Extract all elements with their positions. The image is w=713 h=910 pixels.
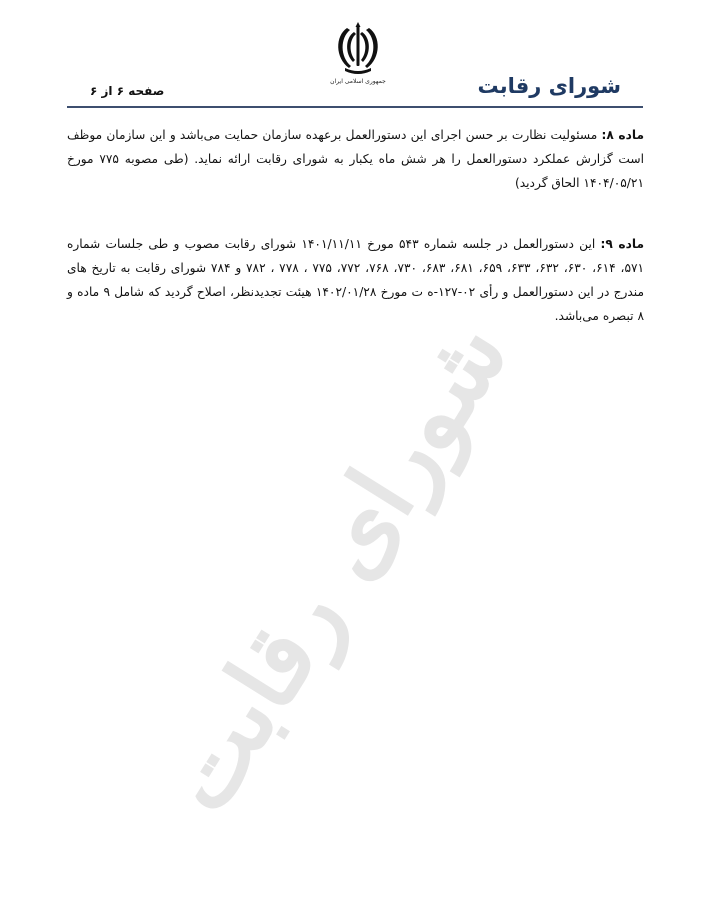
article-heading: ماده ۸: xyxy=(601,128,644,142)
article-text: مسئولیت نظارت بر حسن اجرای این دستورالعمل برعهده سازمان حمایت می‌باشد و این سازمان موظف است گزارش عملکرد دستورالعمل را هر شش ماه یکبار به شورای رقابت ارائه نماید. (طی مصوبه ۷۷۵ مورخ ۱۴۰۴/۰۵/۲۱ الحاق گردید) xyxy=(67,128,644,190)
page-title: شورای رقابت xyxy=(477,74,621,98)
article-8 xyxy=(67,123,644,195)
emblem-caption: جمهوری اسلامی ایران xyxy=(330,78,386,85)
article-text: این دستورالعمل در جلسه شماره ۵۴۳ مورخ ۱۴۰۱/۱۱/۱۱ شورای رقابت مصوب و طی جلسات شماره ۵۷۱، ۶۱۴، ۶۳۰، ۶۳۲، ۶۳۳، ۶۵۹، ۶۸۱، ۶۸۳، ۷۳۰، ۷۶۸، ۷۷۲، ۷۷۵ ، ۷۷۸ ، ۷۸۲ و ۷۸۴ شورای رقابت به تاریخ های مندرج در این دستورالعمل و رأی ۰۲-۱۲۷-ه ت مورخ ۱۴۰۲/۰۱/۲۸ هیئت تجدیدنظر، اصلاح گردید که شامل ۹ ماده و ۸ تبصره می‌باشد. xyxy=(67,237,645,323)
header-divider xyxy=(67,106,643,108)
page-number: صفحه ۶ از ۶ xyxy=(90,84,165,98)
watermark xyxy=(140,301,530,832)
article-heading: ماده ۹: xyxy=(600,237,645,251)
header-emblem xyxy=(318,22,398,96)
article-9 xyxy=(67,232,644,328)
iran-emblem-icon xyxy=(333,22,383,76)
watermark-text: شورای رقابت xyxy=(140,301,530,832)
